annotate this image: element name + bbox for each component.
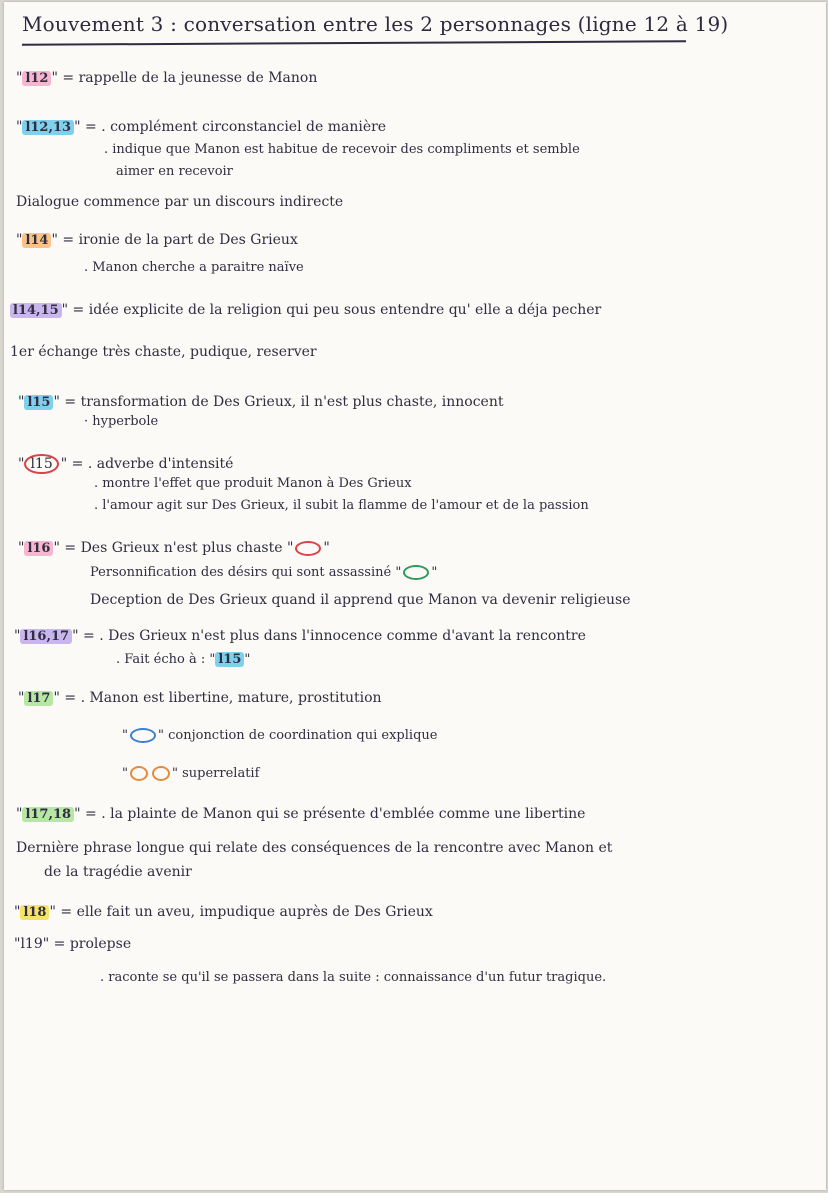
note-line-1: " l12 " = rappelle de la jeunesse de Manon xyxy=(16,70,318,86)
ref-highlight: l17,18 xyxy=(22,807,74,822)
note-line-26: " l18 " = elle fait un aveu, impudique auprès de Des Grieux xyxy=(14,904,433,920)
note-line-18: " l16,17 " = . Des Grieux n'est plus dans l'innocence comme d'avant la rencontre xyxy=(14,628,586,644)
note-text: = Des Grieux n'est plus chaste " xyxy=(59,540,294,556)
circled-ref: l15 xyxy=(24,454,58,474)
note-text: = . adverbe d'intensité xyxy=(67,456,234,472)
note-text: . Fait écho à : " xyxy=(116,652,216,667)
note-text: = elle fait un aveu, impudique auprès de Des Grieux xyxy=(55,904,433,920)
note-text: = ironie de la part de Des Grieux xyxy=(57,232,298,248)
note-line-8: l14,15 " = idée explicite de la religion qui peu sous entendre qu' elle a déja pecher xyxy=(10,302,601,318)
note-line-20: " l17 " = . Manon est libertine, mature, prostitution xyxy=(18,690,382,706)
title-underline xyxy=(22,40,686,45)
ref-highlight: l15 xyxy=(24,395,53,410)
note-line-6: " l14 " = ironie de la part de Des Grieux xyxy=(16,232,298,248)
ref-highlight: l18 xyxy=(20,905,49,920)
page-title: Mouvement 3 : conversation entre les 2 personnages (ligne 12 à 19) xyxy=(22,12,729,36)
ref-highlight: l14 xyxy=(22,233,51,248)
note-line-2: " l12,13 " = . complément circonstanciel de manière xyxy=(16,119,387,135)
notebook-page xyxy=(4,2,826,1190)
note-line-9: 1er échange très chaste, pudique, reserver xyxy=(10,344,317,360)
blue-circle-symbol xyxy=(130,728,156,743)
note-text: superrelatif xyxy=(177,766,260,781)
note-line-5: Dialogue commence par un discours indirecte xyxy=(16,194,344,210)
ref-highlight: l16,17 xyxy=(20,629,72,644)
note-line-13: . montre l'effet que produit Manon à Des Grieux xyxy=(94,476,412,491)
ref-highlight: l16 xyxy=(24,541,53,556)
note-line-16: Personnification des désirs qui sont assassiné " " xyxy=(90,565,438,580)
ref-highlight: l12 xyxy=(22,71,51,86)
note-line-17: Deception de Des Grieux quand il apprend que Manon va devenir religieuse xyxy=(90,592,631,608)
note-line-3: . indique que Manon est habitue de recevoir des compliments et semble xyxy=(104,142,580,157)
note-line-12: " l15 " = . adverbe d'intensité xyxy=(18,456,234,472)
note-line-11: · hyperbole xyxy=(84,414,159,429)
note-text: = . Manon est libertine, mature, prostitution xyxy=(59,690,382,706)
note-line-10: " l15 " = transformation de Des Grieux, il n'est plus chaste, innocent xyxy=(18,394,504,410)
double-circle-symbol xyxy=(128,766,172,781)
note-line-25: de la tragédie avenir xyxy=(44,864,192,880)
note-line-4: aimer en recevoir xyxy=(116,164,233,179)
note-text: = . la plainte de Manon qui se présente d'emblée comme une libertine xyxy=(80,806,586,822)
note-line-14: . l'amour agit sur Des Grieux, il subit la flamme de l'amour et de la passion xyxy=(94,498,589,513)
note-text: = rappelle de la jeunesse de Manon xyxy=(57,70,318,86)
note-line-19: . Fait écho à : " l15 " xyxy=(116,652,251,667)
note-text: = transformation de Des Grieux, il n'est plus chaste, innocent xyxy=(59,394,504,410)
ref-highlight: l15 xyxy=(215,652,244,667)
page-title-wrap xyxy=(22,12,728,36)
note-line-24: Dernière phrase longue qui relate des conséquences de la rencontre avec Manon et xyxy=(16,840,613,856)
note-line-23: " l17,18 " = . la plainte de Manon qui se présente d'emblée comme une libertine xyxy=(16,806,586,822)
note-text: = idée explicite de la religion qui peu sous entendre qu' elle a déja pecher xyxy=(68,302,602,318)
note-text: Personnification des désirs qui sont assassiné " xyxy=(90,565,402,580)
note-text: = . complément circonstanciel de manière xyxy=(80,119,387,135)
note-line-15: " l16 " = Des Grieux n'est plus chaste " " xyxy=(18,540,330,556)
note-line-21: " " conjonction de coordination qui explique xyxy=(122,728,438,743)
ref-plain: l19 xyxy=(20,936,43,952)
ref-highlight: l12,13 xyxy=(22,120,74,135)
note-line-7: . Manon cherche a paraitre naïve xyxy=(84,260,304,275)
ref-highlight: l14,15 xyxy=(10,303,62,318)
note-line-28: . raconte se qu'il se passera dans la suite : connaissance d'un futur tragique. xyxy=(100,970,607,985)
note-line-27: "l19" = prolepse xyxy=(14,936,132,952)
note-text: = . Des Grieux n'est plus dans l'innocence comme d'avant la rencontre xyxy=(78,628,586,644)
note-line-22: " " superrelatif xyxy=(122,766,260,781)
green-circle-symbol xyxy=(403,565,429,580)
note-text: conjonction de coordination qui explique xyxy=(163,728,438,743)
note-text: = prolepse xyxy=(49,936,132,952)
ref-highlight: l17 xyxy=(24,691,53,706)
red-circle-symbol xyxy=(295,541,321,556)
